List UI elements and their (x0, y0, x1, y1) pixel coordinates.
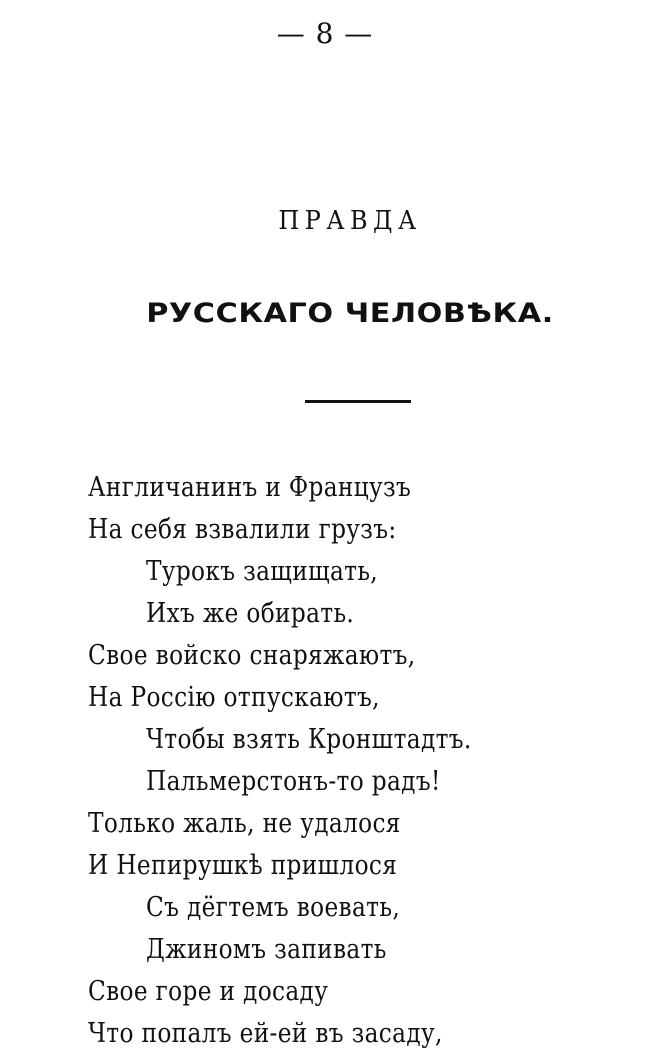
page-number: — 8 — (276, 17, 374, 50)
poem-line: Пальмерстонъ-то радъ! (146, 766, 441, 797)
poem-line: Только жаль, не удалося (88, 808, 401, 839)
poem-line: Ихъ же обирать. (146, 598, 355, 629)
poem-line: Турокъ защищать, (146, 556, 379, 587)
poem-line: И Непирушкѣ пришлося (88, 850, 398, 881)
poem-line: На Россію отпускаютъ, (88, 682, 380, 713)
title-divider (305, 400, 411, 403)
poem-line: Свое горе и досаду (88, 976, 329, 1007)
poem-line: Джиномъ запивать (146, 934, 387, 965)
poem-line: На себя взвалили грузъ: (88, 514, 397, 545)
poem-line: Англичанинъ и Французъ (88, 472, 412, 503)
poem-line: Что попалъ ей-ей въ засаду, (88, 1018, 443, 1049)
poem-line: Съ дёгтемъ воевать, (146, 892, 401, 923)
poem-subtitle: РУССКАГО ЧЕЛОВѢКА. (146, 298, 554, 329)
poem-title: ПРАВДА (278, 206, 422, 236)
poem-line: Свое войско снаряжаютъ, (88, 640, 416, 671)
poem-line: Чтобы взять Кронштадтъ. (146, 724, 472, 755)
